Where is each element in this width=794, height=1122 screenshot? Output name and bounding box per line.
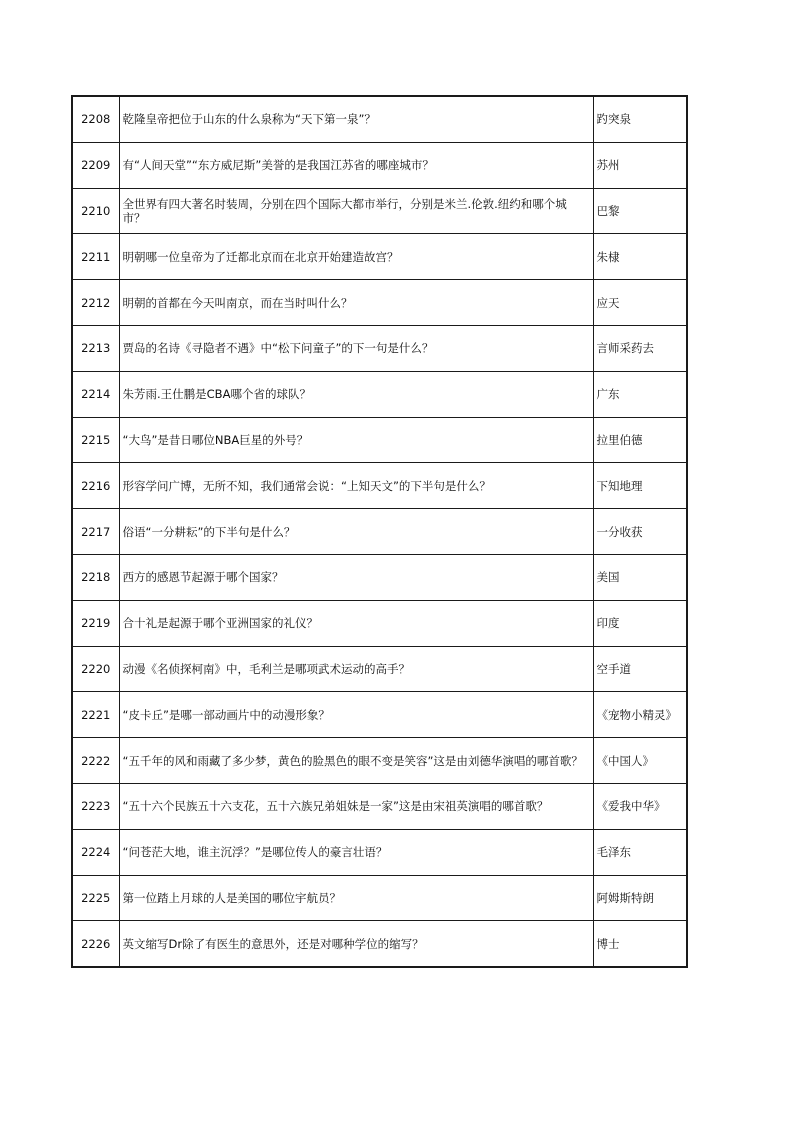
- question-number: 2220: [72, 646, 119, 692]
- question-number: 2217: [72, 509, 119, 555]
- question-text: 明朝的首都在今天叫南京，而在当时叫什么？: [119, 280, 593, 326]
- answer-text: 趵突泉: [593, 96, 687, 142]
- answer-text: 朱棣: [593, 234, 687, 280]
- answer-text: 空手道: [593, 646, 687, 692]
- table-row: [72, 783, 687, 829]
- question-text: 英文缩写Dr除了有医生的意思外，还是对哪种学位的缩写？: [119, 921, 593, 967]
- answer-text: 苏州: [593, 142, 687, 188]
- table-row: [72, 96, 687, 142]
- answer-text: 《爱我中华》: [593, 783, 687, 829]
- question-text: 西方的感恩节起源于哪个国家？: [119, 554, 593, 600]
- table-row: [72, 600, 687, 646]
- answer-text: 广东: [593, 371, 687, 417]
- table-row: [72, 417, 687, 463]
- table-row: [72, 371, 687, 417]
- question-number: 2213: [72, 325, 119, 371]
- question-text: “问苍茫大地，谁主沉浮？”是哪位传人的豪言壮语？: [119, 829, 593, 875]
- question-text: 合十礼是起源于哪个亚洲国家的礼仪？: [119, 600, 593, 646]
- table-row: [72, 234, 687, 280]
- table-row: [72, 692, 687, 738]
- table-row: [72, 921, 687, 967]
- answer-text: 巴黎: [593, 188, 687, 234]
- quiz-table-body: [72, 96, 687, 967]
- question-number: 2211: [72, 234, 119, 280]
- question-text: “五十六个民族五十六支花，五十六族兄弟姐妹是一家”这是由宋祖英演唱的哪首歌？: [119, 783, 593, 829]
- answer-text: 下知地理: [593, 463, 687, 509]
- question-number: 2210: [72, 188, 119, 234]
- answer-text: 拉里伯德: [593, 417, 687, 463]
- question-number: 2219: [72, 600, 119, 646]
- question-number: 2218: [72, 554, 119, 600]
- question-text: 明朝哪一位皇帝为了迁都北京而在北京开始建造故宫？: [119, 234, 593, 280]
- question-text: 俗语“一分耕耘”的下半句是什么？: [119, 509, 593, 555]
- answer-text: 阿姆斯特朗: [593, 875, 687, 921]
- question-number: 2214: [72, 371, 119, 417]
- table-row: [72, 875, 687, 921]
- question-number: 2224: [72, 829, 119, 875]
- question-text: 乾隆皇帝把位于山东的什么泉称为“天下第一泉”？: [119, 96, 593, 142]
- question-number: 2221: [72, 692, 119, 738]
- answer-text: 美国: [593, 554, 687, 600]
- table-row: [72, 509, 687, 555]
- question-text: 朱芳雨.王仕鹏是CBA哪个省的球队？: [119, 371, 593, 417]
- table-row: [72, 463, 687, 509]
- question-text: 有“人间天堂”“东方威尼斯”美誉的是我国江苏省的哪座城市？: [119, 142, 593, 188]
- question-text: “大鸟”是昔日哪位NBA巨星的外号？: [119, 417, 593, 463]
- question-number: 2222: [72, 738, 119, 784]
- quiz-sheet: [71, 95, 686, 968]
- answer-text: 印度: [593, 600, 687, 646]
- question-number: 2216: [72, 463, 119, 509]
- table-row: [72, 188, 687, 234]
- table-row: [72, 646, 687, 692]
- answer-text: 一分收获: [593, 509, 687, 555]
- answer-text: 《宠物小精灵》: [593, 692, 687, 738]
- question-text: 全世界有四大著名时装周，分别在四个国际大都市举行，分别是米兰.伦敦.纽约和哪个城市？: [119, 188, 593, 234]
- question-text: 贾岛的名诗《寻隐者不遇》中“松下问童子”的下一句是什么？: [119, 325, 593, 371]
- answer-text: 博士: [593, 921, 687, 967]
- question-text: 动漫《名侦探柯南》中，毛利兰是哪项武术运动的高手？: [119, 646, 593, 692]
- question-text: 第一位踏上月球的人是美国的哪位宇航员？: [119, 875, 593, 921]
- answer-text: 《中国人》: [593, 738, 687, 784]
- question-number: 2223: [72, 783, 119, 829]
- question-number: 2226: [72, 921, 119, 967]
- answer-text: 应天: [593, 280, 687, 326]
- question-text: “皮卡丘”是哪一部动画片中的动漫形象？: [119, 692, 593, 738]
- answer-text: 言师采药去: [593, 325, 687, 371]
- question-number: 2209: [72, 142, 119, 188]
- quiz-table: [71, 95, 688, 968]
- table-row: [72, 280, 687, 326]
- question-number: 2212: [72, 280, 119, 326]
- question-number: 2208: [72, 96, 119, 142]
- table-row: [72, 554, 687, 600]
- table-row: [72, 829, 687, 875]
- question-text: “五千年的风和雨藏了多少梦，黄色的脸黑色的眼不变是笑容”这是由刘德华演唱的哪首歌？: [119, 738, 593, 784]
- question-text: 形容学问广博，无所不知，我们通常会说：“上知天文”的下半句是什么？: [119, 463, 593, 509]
- answer-text: 毛泽东: [593, 829, 687, 875]
- question-number: 2215: [72, 417, 119, 463]
- question-number: 2225: [72, 875, 119, 921]
- table-row: [72, 325, 687, 371]
- table-row: [72, 738, 687, 784]
- table-row: [72, 142, 687, 188]
